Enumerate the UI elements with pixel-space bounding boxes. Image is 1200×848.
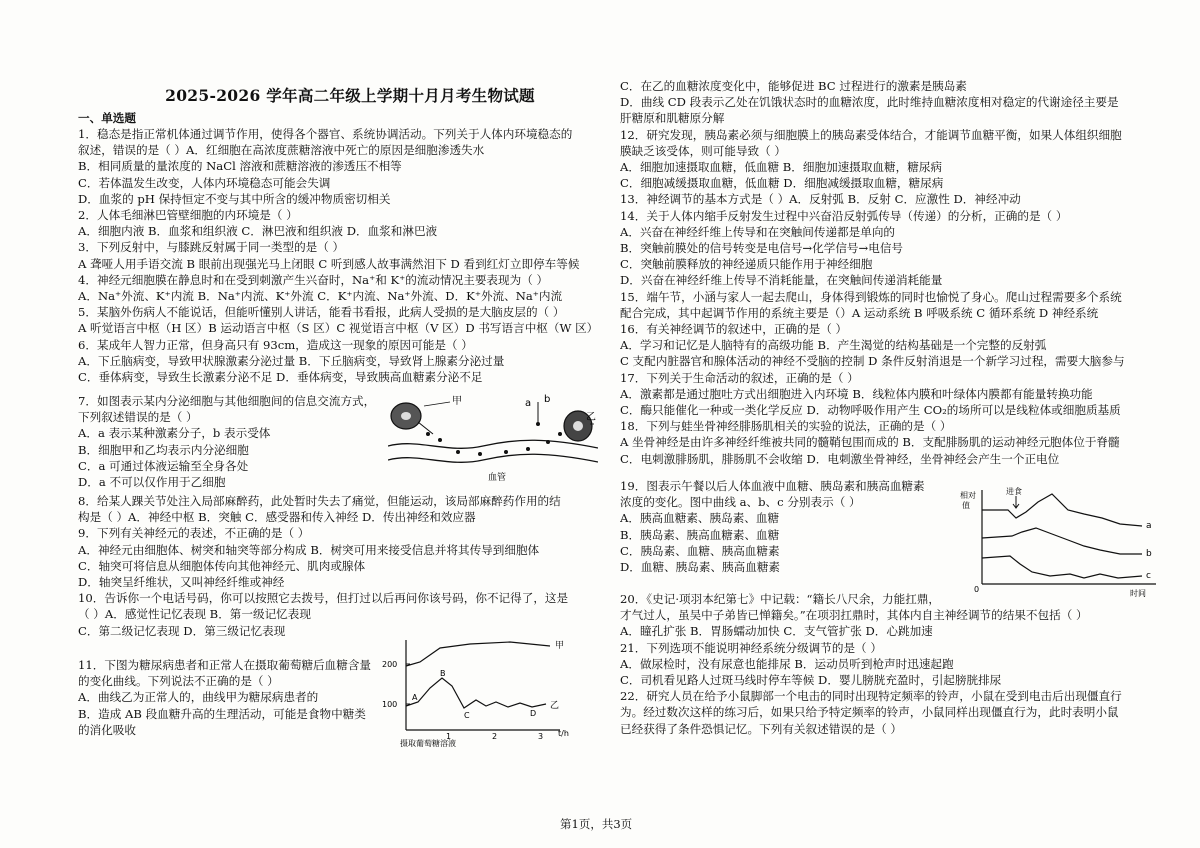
question-line: D．兴奋在神经纤维上传导不消耗能量，在突触间传递消耗能量	[620, 273, 943, 288]
question-line: C．第二级记忆表现 D．第三级记忆表现	[78, 623, 286, 638]
point-b: B	[440, 669, 446, 678]
question-line: A．神经元由细胞体、树突和轴突等部分构成 B．树突可用来接受信息并将其传导到细胞体	[78, 542, 540, 557]
question-line: 22．研究人员在给予小鼠脚部一个电击的同时出现特定频率的铃声，小鼠在受到电击后出现僵直行	[620, 689, 1122, 704]
question-line: 已经获得了条件恐惧记忆。下列有关叙述错误的是（ ）	[620, 721, 902, 736]
question-11	[78, 657, 390, 738]
x-tick-2: 2	[492, 732, 498, 741]
curve-yi	[406, 678, 546, 708]
vessel-wall-bottom	[388, 454, 598, 462]
question-line: （ ）A．感觉性记忆表现 B．第一级记忆表现	[78, 607, 311, 622]
question-line: C．电刺激腓肠肌，腓肠肌不会收缩 D．电刺激坐骨神经，坐骨神经会产生一个正电位	[620, 451, 1060, 466]
point-d: D	[530, 709, 537, 718]
question-line: C．垂体病变，导致生长激素分泌不足 D．垂体病变，导致胰高血糖素分泌不足	[78, 370, 483, 385]
question-line: 才气过人，虽吴中子弟皆已惮籍矣。”在项羽扛鼎时，其体内自主神经调节的结果不包括（ ）	[620, 608, 1088, 623]
question-line: B．造成 AB 段血糖升高的生理活动，可能是食物中糖类	[78, 706, 366, 721]
question-line: 2．人体毛细淋巴管壁细胞的内环境是（ ）	[78, 208, 298, 223]
x-label: 摄取葡萄糖溶液	[400, 739, 456, 748]
question-line: C．在乙的血糖浓度变化中，能够促进 BC 过程进行的激素是胰岛素	[620, 79, 967, 93]
x-tick-1: 1	[446, 732, 452, 741]
y-tick-100: 100	[382, 700, 398, 709]
question-line: 8．给某人踝关节处注入局部麻醉药，此处暂时失去了痛觉，但能运动，该局部麻醉药作用的结	[78, 494, 561, 508]
question-line: A．下丘脑病变，导致甲状腺激素分泌过量 B．下丘脑病变，导致肾上腺素分泌过量	[78, 353, 505, 368]
question-line: B．突触前膜处的信号转变是电信号→化学信号→电信号	[620, 241, 904, 256]
question-line: D．血浆的 pH 保持恒定不变与其中所含的缓冲物质密切相关	[78, 191, 391, 206]
label-vessel: 血管	[488, 473, 507, 483]
x-label: 时间	[1130, 589, 1146, 598]
question-line: A．胰高血糖素、胰岛素、血糖	[620, 511, 780, 526]
question-line: D．曲线 CD 段表示乙处在饥饿状态时的血糖浓度，此时维持血糖浓度相对稳定的代谢途径主要是	[620, 95, 1119, 110]
questions-1-to-6	[78, 126, 606, 385]
question-line: 3．下列反射中，与膝跳反射属于同一类型的是（ ）	[78, 240, 345, 255]
page-footer: 第1页，共3页	[560, 817, 633, 831]
point-a: A	[412, 693, 418, 702]
question-line: A．激素都是通过胞吐方式出细胞进入内环境 B．线粒体内膜和叶绿体内膜都有能量转换功能	[620, 386, 1093, 401]
question-line: A．Na⁺外流、K⁺内流 B．Na⁺内流、K⁺外流 C．K⁺内流、Na⁺外流、D．K⁺外流、Na⁺内流	[78, 289, 563, 304]
question-line: 15．端午节，小涵与家人一起去爬山，身体得到锻炼的同时也愉悦了身心。爬山过程需要多个系统	[620, 289, 1122, 304]
question-line: A．a 表示某种激素分子，b 表示受体	[78, 426, 271, 441]
question-line: 12．研究发现，胰岛素必须与细胞膜上的胰岛素受体结合，才能调节血糖平衡，如果人体组织细胞	[620, 127, 1122, 142]
y-tick-200: 200	[382, 660, 398, 669]
question-line: 膜缺乏该受体，则可能导致（ ）	[620, 143, 786, 158]
question-line: 17．下列关于生命活动的叙述，正确的是（ ）	[620, 370, 859, 385]
label-b: b	[1146, 549, 1152, 559]
curve-b	[982, 528, 1142, 554]
question-line: 11．下图为糖尿病患者和正常人在摄取葡萄糖后血糖含量	[78, 658, 372, 672]
question-line: C 支配内脏器官和腺体活动的神经不受脑的控制 D 条件反射消退是一个新学习过程，需要大脑参与	[620, 354, 1125, 369]
question-line: 7．如图表示某内分泌细胞与其他细胞间的信息交流方式，	[78, 394, 376, 408]
question-line: D．轴突呈纤维状，又叫神经纤维或神经	[78, 575, 285, 590]
question-line: A 坐骨神经是由许多神经纤维被共同的髓鞘包围而成的 B．支配腓肠肌的运动神经元胞体位于脊髓	[620, 435, 1120, 450]
label-jia: 甲	[452, 396, 462, 407]
question-line: B．胰岛素、胰高血糖素、血糖	[620, 527, 780, 542]
question-line: 13．神经调节的基本方式是（ ）A．反射弧 B．反射 C．应激性 D．神经冲动	[620, 192, 1021, 207]
question-line: A．瞳孔扩张 B．胃肠蠕动加快 C．支气管扩张 D．心跳加速	[620, 624, 933, 639]
label-b: b	[544, 394, 551, 405]
label-a: a	[525, 398, 532, 409]
question-line: 21．下列选项不能说明神经系统分级调节的是（ ）	[620, 640, 882, 655]
question-line: 20．《史记·项羽本纪第七》中记载：“籍长八尺余，力能扛鼎，	[620, 592, 941, 606]
meal-label: 进食	[1006, 487, 1022, 496]
question-line: B．细胞甲和乙均表示内分泌细胞	[78, 442, 249, 457]
vessel-wall-top	[388, 440, 598, 448]
question-line: A．学习和记忆是人脑特有的高级功能 B．产生渴觉的结构基础是一个完整的反射弧	[620, 338, 1047, 353]
exam-title: 2025-2026 学年高二年级上学期十月月考生物试题	[165, 86, 535, 105]
label-c: c	[1146, 571, 1151, 581]
label-yi: 乙	[550, 701, 560, 711]
origin: 0	[974, 585, 980, 594]
question-line: C．a 可通过体液运输至全身各处	[78, 458, 249, 473]
question-line: A．细胞加速摄取血糖，低血糖 B．细胞加速摄取血糖，糖尿病	[620, 160, 943, 175]
label-yi: 乙	[586, 412, 596, 423]
question-line: 19．图表示午餐以后人体血液中血糖、胰岛素和胰高血糖素	[620, 479, 925, 493]
question-line: 4．神经元细胞膜在静息时和在受到刺激产生兴奋时，Na⁺和 K⁺的流动情况主要表现为（ ）	[78, 272, 549, 287]
question-line: A 聋哑人用手语交流 B 眼前出现强光马上闭眼 C 听到感人故事满然泪下 D 看到红灯立即停车等候	[78, 256, 580, 271]
question-line: C．轴突可将信息从细胞体传向其他神经元、肌肉或腺体	[78, 558, 366, 573]
question-line: C．突触前膜释放的神经递质只能作用于神经细胞	[620, 257, 873, 272]
question-19	[620, 478, 960, 575]
question-line: C．司机看见路人过斑马线时停车等候 D．婴儿膀胱充盈时，引起膀胱排尿	[620, 673, 1002, 688]
y-label-line1: 相对	[960, 491, 976, 500]
curve-c	[982, 556, 1142, 578]
curve-a	[982, 494, 1142, 526]
figure-q11-blood-glucose	[380, 636, 580, 748]
section-heading-single-choice: 一、单选题	[78, 111, 136, 125]
question-line: D．血糖、胰岛素、胰高血糖素	[620, 560, 781, 575]
question-line: C．酶只能催化一种或一类化学反应 D．动物呼吸作用产生 CO₂的场所可以是线粒体或细胞质基质	[620, 403, 1121, 418]
label-a: a	[1146, 521, 1152, 531]
question-line: 为。经过数次这样的练习后，如果只给予特定频率的铃声，小鼠同样出现僵直行为，此时表明小鼠	[620, 705, 1119, 720]
question-line: 16．有关神经调节的叙述中，正确的是（ ）	[620, 322, 848, 337]
question-line: 叙述，错误的是（ ）A．红细胞在高浓度蔗糖溶液中死亡的原因是细胞渗透失水	[78, 143, 485, 158]
question-line: C．胰岛素、血糖、胰高血糖素	[620, 543, 780, 558]
question-line: 10．告诉你一个电话号码，你可以按照它去拨号，但打过以后再问你该号码，你不记得了，这是	[78, 591, 569, 606]
question-line: 14．关于人体内缩手反射发生过程中兴奋沿反射弧传导（传递）的分析，正确的是（ ）	[620, 208, 1068, 223]
label-jia: 甲	[555, 641, 565, 651]
question-line: A 听觉语言中枢（H 区）B 运动语言中枢（S 区）C 视觉语言中枢（V 区）D 书写语言中枢（W 区）	[78, 321, 599, 336]
question-line: D．a 不可以仅作用于乙细胞	[78, 475, 226, 490]
question-line: 浓度的变化。图中曲线 a、b、c 分别表示（ ）	[620, 495, 861, 510]
question-line: 的消化吸收	[78, 722, 136, 737]
question-line: C．若体温发生改变，人体内环境稳态可能会失调	[78, 175, 331, 190]
question-line: 下列叙述错误的是（ ）	[78, 410, 198, 425]
question-line: A．做尿检时，没有尿意也能排尿 B．运动员听到枪声时迅速起跑	[620, 656, 954, 671]
question-line: B．相同质量的量浓度的 NaCl 溶液和蔗糖溶液的渗透压不相等	[78, 159, 402, 174]
question-line: A．兴奋在神经纤维上传导和在突触间传递都是单向的	[620, 224, 896, 239]
question-line: C．细胞减缓摄取血糖，低血糖 D．细胞减缓摄取血糖，糖尿病	[620, 176, 944, 191]
y-label-line2: 值	[962, 501, 970, 510]
question-line: 的变化曲线。下列说法不正确的是（ ）	[78, 674, 279, 689]
x-tick-3: 3	[538, 732, 544, 741]
point-c: C	[464, 711, 470, 720]
questions-11-to-18	[620, 78, 1165, 467]
questions-8-to-10	[78, 493, 606, 639]
question-line: 肝糖原和肌糖原分解	[620, 111, 725, 126]
figure-q19-hormone-curves	[960, 484, 1160, 600]
question-line: 配合完成，其中起调节作用的系统主要是（）A 运动系统 B 呼吸系统 C 循环系统 D 神经系统	[620, 305, 1099, 320]
x-unit: t/h	[558, 729, 569, 738]
question-line: 1．稳态是指正常机体通过调节作用，使得各个器官、系统协调活动。下列关于人体内环境稳态的	[78, 127, 573, 141]
question-line: A．细胞内液 B．血浆和组织液 C．淋巴液和组织液 D．血浆和淋巴液	[78, 224, 438, 239]
figure-q7-cell-signaling	[388, 394, 598, 484]
question-line: A．曲线乙为正常人的，曲线甲为糖尿病患者的	[78, 690, 319, 705]
question-line: 9．下列有关神经元的表述，不正确的是（ ）	[78, 526, 310, 541]
question-7	[78, 393, 408, 490]
question-line: 5．某脑外伤病人不能说话，但能听懂别人讲话，能看书看报，此病人受损的是大脑皮层的（ ）	[78, 305, 565, 320]
question-line: 构是（ ）A．神经中枢 B．突触 C．感受器和传入神经 D．传出神经和效应器	[78, 510, 476, 525]
question-line: 18．下列与蛙坐骨神经腓肠肌相关的实验的说法，正确的是（ ）	[620, 419, 952, 434]
curve-jia	[406, 642, 550, 666]
question-line: 6．某成年人智力正常，但身高只有 93cm，造成这一现象的原因可能是（ ）	[78, 337, 473, 352]
questions-20-to-22	[620, 591, 1165, 737]
